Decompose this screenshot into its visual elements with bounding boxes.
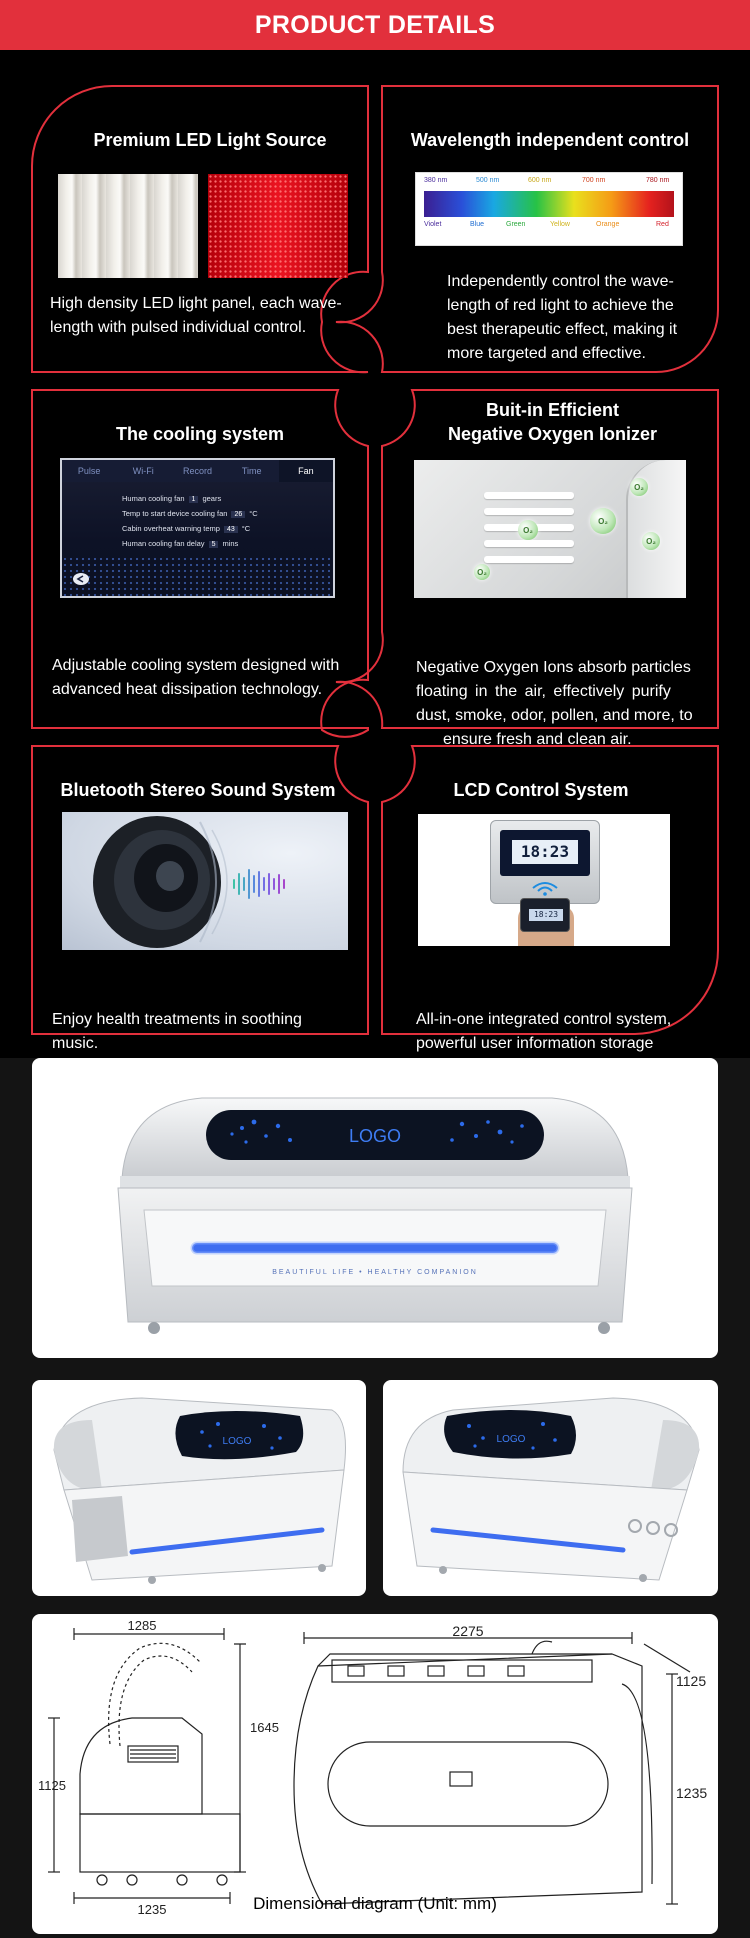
ionizer-card-text-1: Negative Oxygen Ions absorb particles	[416, 659, 691, 676]
led-white-panel-image	[58, 174, 198, 278]
lcd-card-text-1: All-in-one integrated control system,	[416, 1011, 672, 1028]
spectrum-gradient-bar	[424, 191, 674, 217]
led-card-text-2: length with pulsed individual control.	[50, 319, 307, 336]
color-label: Yellow	[550, 221, 570, 228]
led-red-panel-image	[208, 174, 348, 278]
vent-slot	[484, 540, 574, 547]
features-section	[0, 50, 750, 1058]
speaker-illustration	[62, 812, 348, 950]
sound-card-text-1: Enjoy health treatments in soothing	[52, 1011, 302, 1028]
cooling-card-text-2: advanced heat dissipation technology.	[52, 681, 323, 698]
speaker-image	[62, 812, 348, 950]
header-banner	[0, 0, 750, 50]
nm-label: 600 nm	[528, 177, 552, 184]
cooling-card-text-1: Adjustable cooling system designed with	[52, 657, 340, 674]
dimension-caption: Dimensional diagram (Unit: mm)	[253, 1894, 497, 1913]
dim-side-height-base: 1125	[38, 1778, 66, 1793]
oxygen-bubble: O₂	[630, 478, 648, 496]
ionizer-card-title-1: Buit-in Efficient	[486, 400, 619, 420]
cooling-row: Temp to start device cooling fan 26 °C	[122, 509, 258, 518]
oxygen-bubble: O₂	[642, 532, 660, 550]
product-images-section	[0, 1058, 750, 1938]
vent-slot	[484, 556, 574, 563]
wavelength-card-text-3: best therapeutic effect, making it	[447, 321, 678, 338]
wavelength-card-text-2: length of red light to achieve the	[447, 297, 674, 314]
product-left-angle-panel	[32, 1380, 366, 1596]
back-icon	[72, 572, 90, 586]
lcd-card-title: LCD Control System	[453, 780, 629, 800]
color-label: Red	[656, 221, 669, 228]
cooling-row: Human cooling fan 1 gears	[122, 494, 222, 503]
ionizer-card-text-2: floating in the air, effectively purify	[416, 683, 671, 700]
product-right-angle-panel	[383, 1380, 718, 1596]
sound-card-text-2: music.	[52, 1035, 99, 1052]
spectrum-chart-image	[415, 172, 683, 246]
ionizer-card-title-2: Negative Oxygen Ionizer	[447, 424, 658, 444]
sound-card-title: Bluetooth Stereo Sound System	[60, 780, 336, 800]
dim-top-length: 2275	[452, 1623, 484, 1639]
ionizer-card-text-4: ensure fresh and clean air.	[443, 731, 632, 748]
lcd-control-image	[418, 814, 670, 946]
lcd-screen	[500, 830, 590, 876]
phone-time: 18:23	[529, 909, 563, 921]
vent-slot	[484, 508, 574, 515]
wavelength-card-text-4: more targeted and effective.	[447, 345, 646, 362]
cooling-tabs	[62, 460, 333, 482]
tab-fan: Fan	[279, 460, 333, 482]
dim-top-width: 1235	[676, 1785, 708, 1801]
wavelength-card-text-1: Independently control the wave-	[447, 273, 674, 290]
nm-label: 380 nm	[424, 177, 448, 184]
dim-side-base-length: 1235	[137, 1902, 167, 1917]
page-title: PRODUCT DETAILS	[254, 10, 496, 39]
tab-time: Time	[241, 466, 262, 476]
oxygen-bubble: O₂	[590, 508, 616, 534]
oxygen-bubble: O₂	[518, 520, 538, 540]
machine-logo: LOGO	[348, 1126, 402, 1146]
cooling-card-title: The cooling system	[115, 424, 285, 444]
product-front-view-panel	[32, 1058, 718, 1358]
dimension-diagram-panel	[32, 1614, 718, 1934]
machine-front-image	[32, 1058, 718, 1358]
machine-slogan: BEAUTIFUL LIFE • HEALTHY COMPANION	[272, 1269, 478, 1276]
dot-wave-decoration	[62, 556, 333, 596]
dim-side-width: 1285	[127, 1618, 157, 1633]
machine-right-angle-image	[383, 1380, 718, 1596]
tab-pulse: Pulse	[77, 466, 101, 476]
dim-top-height: 1125	[676, 1673, 707, 1689]
cooling-row: Cabin overheat warning temp 43 °C	[122, 524, 251, 533]
machine-left-angle-image	[32, 1380, 366, 1596]
lcd-card-text-2: powerful user information storage	[416, 1035, 654, 1052]
wavelength-card-title: Wavelength independent control	[410, 130, 690, 150]
cooling-settings-screen-image	[60, 458, 335, 598]
left-angle-logo: LOGO	[222, 1436, 252, 1447]
ionizer-card-text-3: dust, smoke, odor, pollen, and more, to	[416, 707, 693, 724]
led-card-text-1: High density LED light panel, each wave-	[50, 295, 342, 312]
dim-side-height-total: 1645	[250, 1720, 279, 1735]
tab-wifi: Wi-Fi	[132, 466, 154, 476]
nm-label: 780 nm	[646, 177, 670, 184]
led-card-title: Premium LED Light Source	[93, 130, 327, 150]
lcd-time: 18:23	[512, 840, 578, 864]
tab-record: Record	[183, 466, 213, 476]
wireless-signal-icon	[529, 880, 561, 896]
nm-label: 500 nm	[476, 177, 500, 184]
phone	[520, 898, 570, 932]
color-label: Violet	[424, 221, 442, 228]
color-label: Green	[506, 221, 526, 228]
color-label: Blue	[470, 221, 485, 228]
oxygen-bubble: O₂	[474, 564, 490, 580]
right-angle-logo: LOGO	[496, 1434, 526, 1445]
vent-slot	[484, 492, 574, 499]
dimension-drawings	[32, 1614, 718, 1934]
nm-label: 700 nm	[582, 177, 606, 184]
cooling-row: Human cooling fan delay 5 mins	[122, 539, 239, 548]
color-label: Orange	[596, 221, 620, 228]
ionizer-vent-image	[414, 460, 686, 598]
